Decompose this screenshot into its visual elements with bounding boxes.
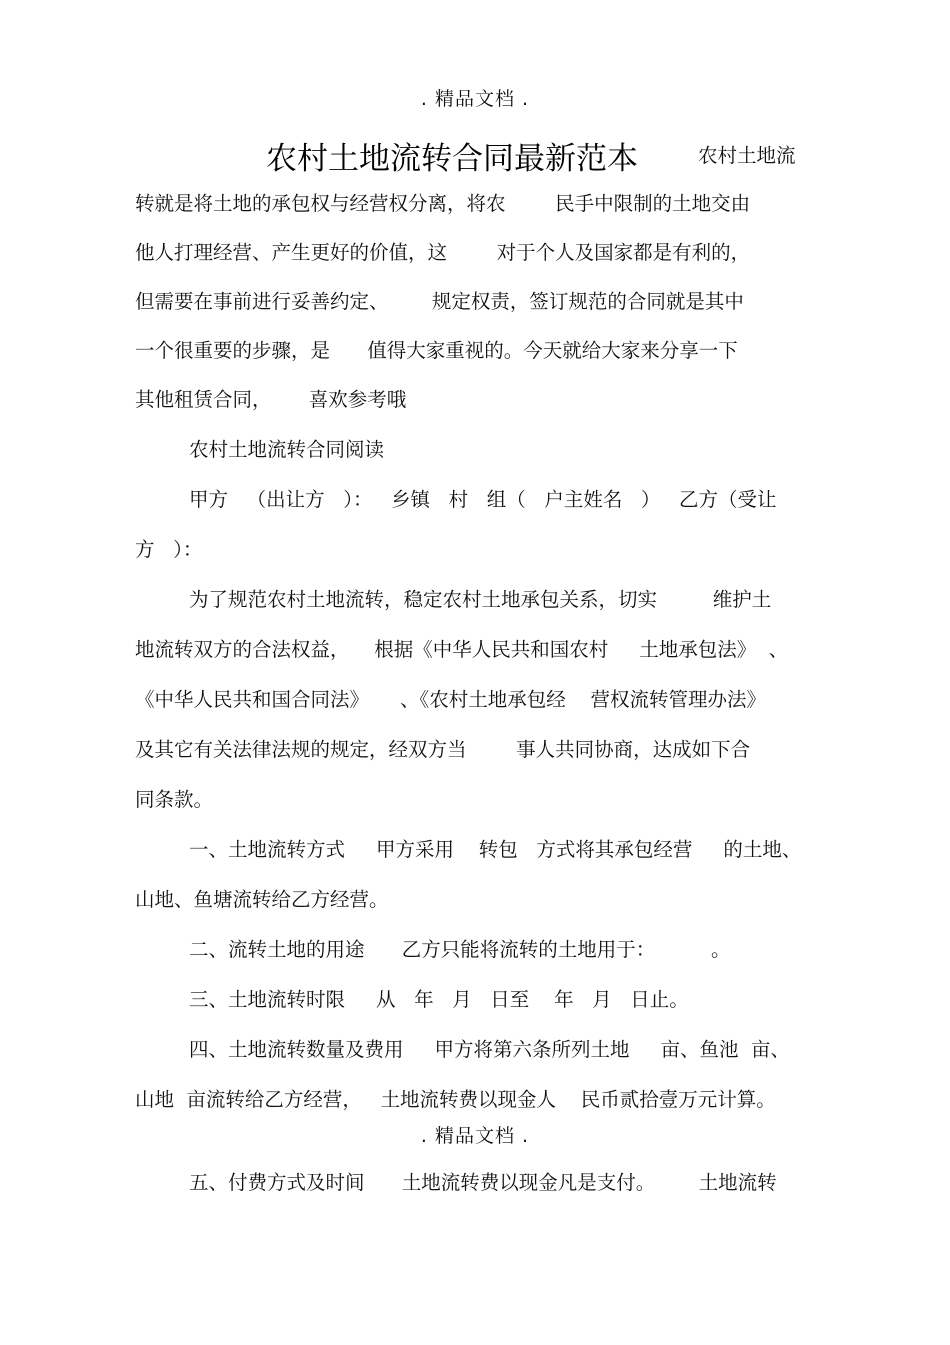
watermark-top: . 精品文档 . <box>420 88 530 110</box>
watermark-middle: . 精品文档 . <box>420 1125 530 1147</box>
document-title: 农村土地流转合同最新范本 <box>266 141 638 177</box>
clause-line: 四、土地流转数量及费用 甲方将第六条所列土地 亩、鱼池 亩、 <box>189 1038 790 1061</box>
paragraph-line: 地流转双方的合法权益， 根据《中华人民共和国农村 土地承包法》 、 <box>135 638 789 661</box>
paragraph-line: 及其它有关法律法规的规定，经双方当 事人共同协商，达成如下合 <box>135 738 751 761</box>
clause-line: 二、流转土地的用途 乙方只能将流转的土地用于： 。 <box>189 938 731 961</box>
paragraph-line: 为了规范农村土地流转，稳定农村土地承包关系，切实 维护土 <box>189 588 772 611</box>
paragraph-line: 山地、鱼塘流转给乙方经营。 <box>135 888 389 911</box>
paragraph-line: 甲方 （出让方 ）： 乡镇 村 组（ 户主姓名 ） 乙方（受让 <box>189 488 777 511</box>
paragraph-line: 农村土地流 <box>698 144 796 167</box>
clause-line: 一、土地流转方式 甲方采用 转包 方式将其承包经营 的土地、 <box>189 838 802 861</box>
paragraph-line: 但需要在事前进行妥善约定、 规定权责，签订规范的合同就是其中 <box>135 290 744 313</box>
paragraph-line: 转就是将土地的承包权与经营权分离，将农 民手中限制的土地交由 <box>135 192 751 215</box>
paragraph-line: 其他租赁合同， 喜欢参考哦 <box>135 388 407 411</box>
clause-line: 五、付费方式及时间 土地流转费以现金凡是支付。 土地流转 <box>189 1171 777 1194</box>
paragraph-line: 同条款。 <box>135 788 214 811</box>
section-heading: 农村土地流转合同阅读 <box>189 438 385 461</box>
paragraph-line: 山地 亩流转给乙方经营， 土地流转费以现金人 民币贰拾壹万元计算。 <box>135 1088 776 1111</box>
paragraph-line: 他人打理经营、产生更好的价值，这 对于个人及国家都是有利的， <box>135 241 751 264</box>
clause-line: 三、土地流转时限 从 年 月 日至 年 月 日止。 <box>189 988 689 1011</box>
paragraph-line: 一个很重要的步骤，是 值得大家重视的。今天就给大家来分享一下 <box>135 339 738 362</box>
paragraph-line: 方 ）： <box>135 538 203 561</box>
paragraph-line: 《中华人民共和国合同法》 、《农村土地承包经 营权流转管理办法》 <box>135 688 767 711</box>
